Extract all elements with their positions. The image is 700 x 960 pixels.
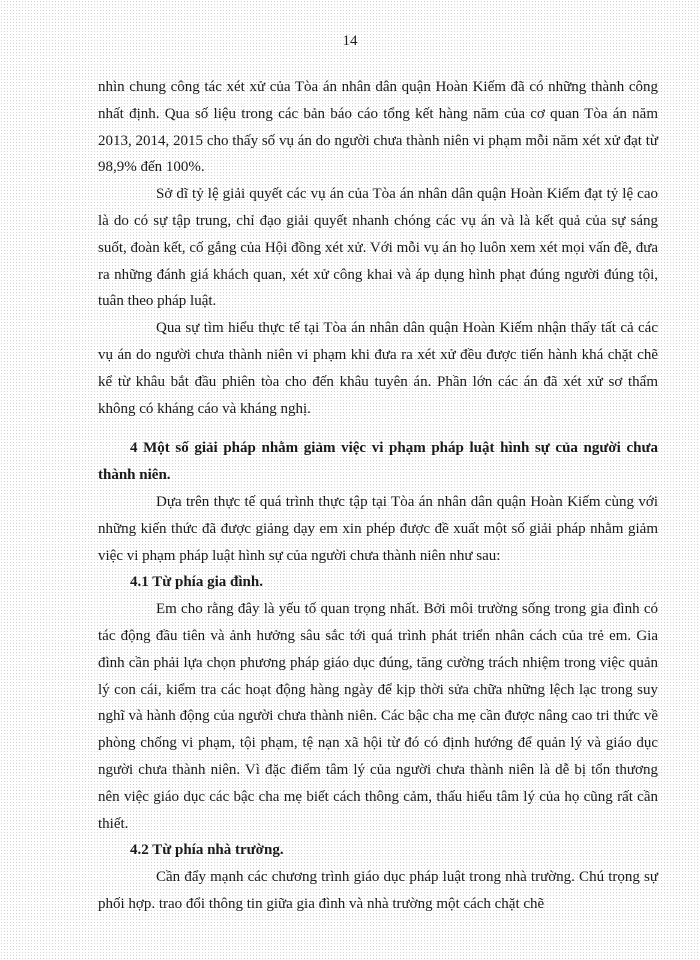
page-content	[98, 74, 658, 918]
subsection-4-2-body: Cần đẩy mạnh các chương trình giáo dục pháp luật trong nhà trường. Chú trọng sự phối hợp. trao đổi thông tin giữa gia đình và nhà trường một cách chặt chẽ	[98, 869, 658, 912]
subsection-4-2-heading: 4.2 Từ phía nhà trường.	[130, 842, 284, 859]
paragraph-1: nhìn chung công tác xét xử của Tòa án nhân dân quận Hoàn Kiếm đã có những thành công nhất định. Qua số liệu trong các bản báo cáo tổng kết hàng năm của cơ quan Tòa án năm 2013, 2014, 2015 cho thấy số vụ án do người chưa thành niên vi phạm mỗi năm xét xử đạt từ 98,9% đến 100%.	[98, 79, 658, 176]
page-number: 14	[342, 33, 358, 49]
subsection-4-1-body: Em cho rằng đây là yếu tố quan trọng nhất. Bởi môi trường sống trong gia đình có tác động đầu tiên và ảnh hưởng sâu sắc tới quá trình phát triển nhân cách của trẻ em. Gia đình cần phải lựa chọn phương pháp giáo dục đúng, tăng cường trách nhiệm trong việc quản lý con cái, kiểm tra các hoạt động hàng ngày để kịp thời sửa chữa những lệch lạc trong suy nghĩ và hành động của người chưa thành niên. Các bậc cha mẹ cần được nâng cao tri thức về phòng chống vi phạm, tội phạm, tệ nạn xã hội từ đó có định hướng để quản lý và giáo dục người chưa thành niên. Vì đặc điểm tâm lý của người chưa thành niên là dễ bị tổn thương nên việc giáo dục các bậc cha mẹ biết cách thông cảm, thấu hiểu tâm lý của họ cũng rất cần thiết.	[98, 601, 658, 832]
paragraph-3: Qua sự tìm hiểu thực tế tại Tòa án nhân dân quận Hoàn Kiếm nhận thấy tất cả các vụ án do người chưa thành niên vi phạm khi đưa ra xét xử đều được tiến hành khá chặt chẽ kể từ khâu bắt đầu phiên tòa cho đến khâu tuyên án. Phần lớn các án đã xét xử sơ thẩm không có kháng cáo và kháng nghị.	[98, 320, 658, 417]
section-4-heading: 4 Một số giải pháp nhằm giảm việc vi phạm pháp luật hình sự của người chưa thành niên.	[98, 440, 658, 484]
section-4-intro: Dựa trên thực tế quá trình thực tập tại Tòa án nhân dân quận Hoàn Kiếm cùng với những kiến thức đã được giảng dạy em xin phép được đề xuất một số giải pháp nhằm giảm việc vi phạm pháp luật hình sự của người chưa thành niên như sau:	[98, 493, 658, 564]
section-spacer	[98, 422, 658, 435]
paragraph-2: Sở dĩ tỷ lệ giải quyết các vụ án của Tòa án nhân dân quận Hoàn Kiếm đạt tỷ lệ cao là do có sự tập trung, chỉ đạo giải quyết nhanh chóng các vụ án và là kết quả của sự sáng suốt, đoàn kết, cố gắng của Hội đồng xét xử. Với mỗi vụ án họ luôn xem xét mọi vấn đề, đưa ra những đánh giá khách quan, xét xử công khai và áp dụng hình phạt đúng người đúng tội, tuân theo pháp luật.	[98, 186, 658, 310]
subsection-4-1-heading: 4.1 Từ phía gia đình.	[130, 574, 263, 591]
